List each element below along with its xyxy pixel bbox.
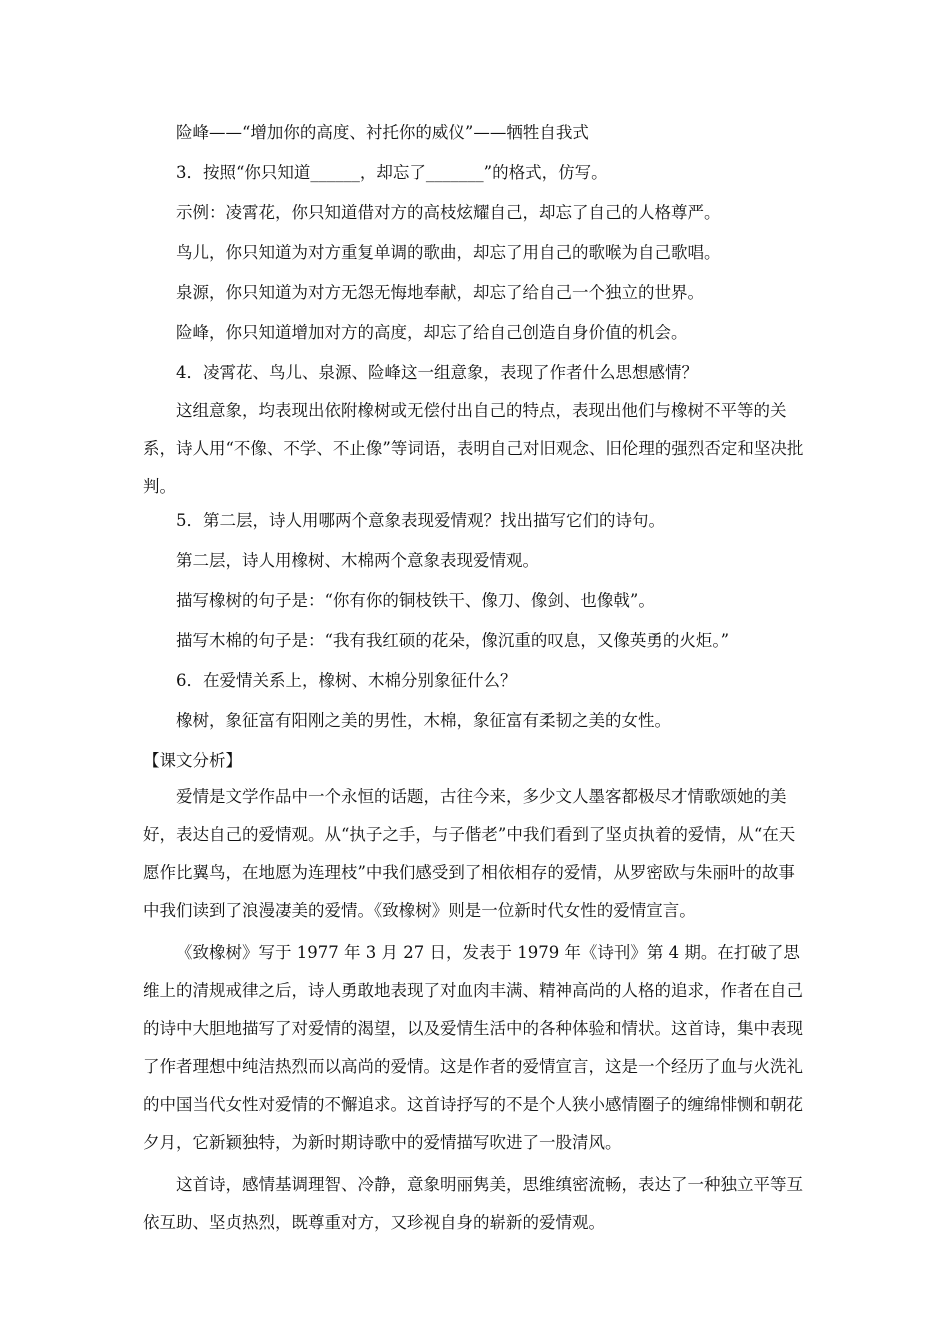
- answer-paragraph: 这组意象，均表现出依附橡树或无偿付出自己的特点，表现出他们与橡树不平等的关系，诗人用“不像、不学、不止像”等词语，表明自己对旧观念、旧伦理的强烈否定和坚决批判。: [143, 401, 804, 496]
- text-line: 描写橡树的句子是：“你有你的铜枝铁干、像刀、像剑、也像戟”。: [176, 591, 655, 610]
- text-line: 泉源，你只知道为对方无怨无悔地奉献，却忘了给自己一个独立的世界。: [176, 283, 704, 302]
- text-line: 描写木棉的句子是：“我有我红硕的花朵，像沉重的叹息，又像英勇的火炬。”: [176, 631, 730, 650]
- question-3: 3．按照“你只知道______，却忘了_______”的格式，仿写。: [176, 163, 608, 182]
- text-line: 橡树，象征富有阳刚之美的男性，木棉，象征富有柔韧之美的女性。: [176, 711, 671, 730]
- text-line: 第二层，诗人用橡树、木棉两个意象表现爱情观。: [176, 551, 539, 570]
- question-4: 4．凌霄花、鸟儿、泉源、险峰这一组意象，表现了作者什么思想感情？: [176, 363, 698, 382]
- text-line: 险峰，你只知道增加对方的高度，却忘了给自己创造自身价值的机会。: [176, 323, 688, 342]
- analysis-paragraph: 《致橡树》写于 1977 年 3 月 27 日，发表于 1979 年《诗刊》第 4 期。在打破了思维上的清规戒律之后，诗人勇敢地表现了对血肉丰满、精神高尚的人格的追求，作者在自己的诗中大胆地描写了对爱情的渴望，以及爱情生活中的各种体验和情状。这首诗，集中表现了作者理想中纯洁热烈而以高尚的爱情。这是作者的爱情宣言，这是一个经历了血与火洗礼的中国当代女性对爱情的不懈追求。这首诗抒写的不是个人狭小感情圈子的缠绵悱恻和朝花夕月，它新颖独特，为新时期诗歌中的爱情描写吹进了一股清风。: [143, 943, 803, 1152]
- text-line: 险峰——“增加你的高度、衬托你的威仪”——牺牲自我式: [176, 123, 589, 142]
- analysis-paragraph: 这首诗，感情基调理智、冷静，意象明丽隽美，思维缜密流畅，表达了一种独立平等互依互助、坚贞热烈，既尊重对方，又珍视自身的崭新的爱情观。: [143, 1175, 803, 1232]
- text-line: 鸟儿，你只知道为对方重复单调的歌曲，却忘了用自己的歌喉为自己歌唱。: [176, 243, 721, 262]
- section-heading: 【课文分析】: [143, 751, 242, 770]
- question-5: 5．第二层，诗人用哪两个意象表现爱情观？找出描写它们的诗句。: [176, 511, 665, 530]
- document-body: [143, 122, 808, 1242]
- question-6: 6．在爱情关系上，橡树、木棉分别象征什么？: [176, 671, 517, 690]
- text-line: 示例：凌霄花，你只知道借对方的高枝炫耀自己，却忘了自己的人格尊严。: [176, 203, 721, 222]
- analysis-paragraph: 爱情是文学作品中一个永恒的话题，古往今来，多少文人墨客都极尽才情歌颂她的美好，表达自己的爱情观。从“执子之手，与子偕老”中我们看到了坚贞执着的爱情，从“在天愿作比翼鸟，在地愿为连理枝”中我们感受到了相依相存的爱情，从罗密欧与朱丽叶的故事中我们读到了浪漫凄美的爱情。《致橡树》则是一位新时代女性的爱情宣言。: [143, 787, 796, 920]
